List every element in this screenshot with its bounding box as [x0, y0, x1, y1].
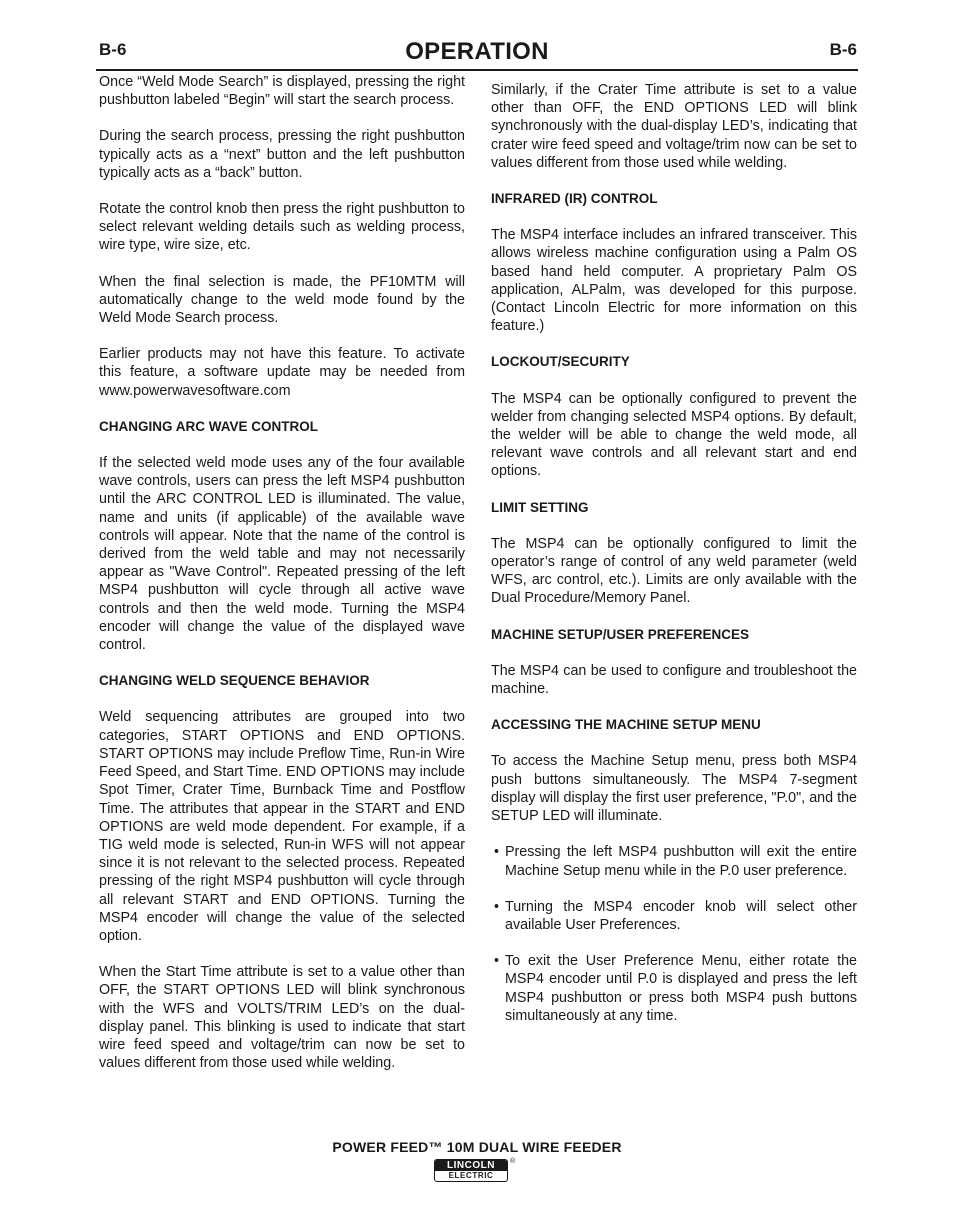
logo-top-text: LINCOLN [435, 1160, 507, 1171]
infrared-control-paragraph: The MSP4 interface includes an infrared transceiver. This allows wireless machine configuration using a Palm OS based hand held computer. A proprietary Palm OS application, ALPalm, was developed for this purpose. (Contact Lincoln Electric for more information on this feature.) [491, 227, 857, 335]
right-column [491, 81, 857, 1043]
machine-setup-paragraph: The MSP4 can be used to configure and troubleshoot the machine. [491, 662, 857, 698]
bullet-item-select-preferences [491, 898, 857, 934]
weld-sequence-heading: CHANGING WELD SEQUENCE BEHAVIOR [99, 673, 370, 689]
limit-setting-paragraph: The MSP4 can be optionally configured to limit the operator’s range of control of any weld parameter (weld WFS, arc control, etc.). Limits are only available with the Dual Procedure/Memory Panel. [491, 535, 857, 607]
bullet-icon: • [494, 844, 500, 861]
accessing-setup-menu-paragraph: To access the Machine Setup menu, press both MSP4 push buttons simultaneously. The MSP4 7-segment display will display the first user preference, "P.0", and the SETUP LED will illuminate. [491, 753, 857, 825]
software-update-paragraph: Earlier products may not have this feature. To activate this feature, a software update may be needed from www.powerwavesoftware.com [99, 346, 465, 399]
page-number-right: B-6 [829, 40, 857, 59]
lincoln-electric-logo [434, 1159, 508, 1182]
header-rule [96, 69, 858, 71]
bullet-text: Turning the MSP4 encoder knob will select other available User Preferences. [505, 898, 857, 933]
limit-setting-heading: LIMIT SETTING [491, 499, 589, 515]
lockout-security-paragraph: The MSP4 can be optionally configured to prevent the welder from changing selected MSP4 options. By default, the welder will be able to change the weld mode, all relevant wave controls and all relevant start and end options. [491, 390, 857, 480]
arc-wave-control-paragraph: If the selected weld mode uses any of the four available wave controls, users can press the left MSP4 pushbutton until the ARC CONTROL LED is illuminated. The value, name and units (if applicable) of the available wave controls will appear. Note that the name of the control is derived from the weld table and may not necessarily appear as "Wave Control". Repeated pressing of the left MSP4 pushbutton will cycle through all active wave controls and then the weld mode. Turning the MSP4 encoder will change the value of the displayed wave control. [99, 455, 465, 654]
setup-menu-bullet-list [491, 843, 857, 1025]
registered-mark: ® [510, 1158, 516, 1165]
bullet-item-exit-preference-menu [491, 952, 857, 1025]
bullet-text: To exit the User Preference Menu, either rotate the MSP4 encoder until P.0 is displayed and press the left MSP4 pushbutton or press both MSP4 push buttons simultaneously at any time. [505, 953, 857, 1024]
bullet-icon: • [494, 953, 500, 970]
bullet-text: Pressing the left MSP4 pushbutton will exit the entire Machine Setup menu while in the P.0 user preference. [505, 844, 857, 879]
footer-product-title: POWER FEED™ 10M DUAL WIRE FEEDER [332, 1139, 622, 1155]
bullet-item-exit-setup [491, 843, 857, 879]
search-process-paragraph: During the search process, pressing the right pushbutton typically acts as a “next” button and the left pushbutton typically acts as a “back” button. [99, 128, 465, 181]
arc-wave-control-heading: CHANGING ARC WAVE CONTROL [99, 418, 318, 434]
left-column [99, 73, 465, 1090]
logo-bottom-text: ELECTRIC [448, 1171, 494, 1180]
page-title: OPERATION [405, 38, 549, 65]
page-number-left: B-6 [99, 40, 127, 59]
final-selection-paragraph: When the final selection is made, the PF10MTM will automatically change to the weld mode found by the Weld Mode Search process. [99, 273, 465, 327]
machine-setup-heading: MACHINE SETUP/USER PREFERENCES [491, 626, 750, 642]
bullet-icon: • [494, 898, 500, 915]
weld-sequence-paragraph: Weld sequencing attributes are grouped into two categories, START OPTIONS and END OPTIONS. START OPTIONS may include Preflow Time, Run-in Wire Feed Speed, and Start Time. END OPTIONS may include Spot Timer, Crater Time, Burnback Time and Postflow Time. The attributes that appear in the START and END OPTIONS are weld mode dependent. For example, if a TIG weld mode is selected, Run-in WFS will not appear since it is not relevant to the selected process. Repeated pressing of the right MSP4 pushbutton will cycle through all relevant START and END OPTIONS. Turning the MSP4 encoder will change the value of the selected option. [99, 709, 465, 944]
weld-mode-search-paragraph: Once “Weld Mode Search” is displayed, pressing the right pushbutton labeled “Begin” will start the search process. [99, 74, 465, 109]
accessing-setup-menu-heading: ACCESSING THE MACHINE SETUP MENU [491, 717, 761, 733]
lockout-security-heading: LOCKOUT/SECURITY [491, 354, 630, 370]
start-time-paragraph: When the Start Time attribute is set to a value other than OFF, the START OPTIONS LED will blink synchronous with the WFS and VOLTS/TRIM LED’s on the dual-display panel. This blinking is used to indicate that start wire feed speed and voltage/trim can now be set to values different from those used while welding. [99, 964, 465, 1072]
infrared-control-heading: INFRARED (IR) CONTROL [491, 191, 658, 207]
control-knob-paragraph: Rotate the control knob then press the right pushbutton to select relevant welding details such as welding process, wire type, wire size, etc. [99, 201, 465, 254]
crater-time-paragraph: Similarly, if the Crater Time attribute is set to a value other than OFF, the END OPTIONS LED will blink synchronously with the dual-display LED’s, indicating that crater wire feed speed and voltage/trim now can be set to values different from those used while welding. [491, 82, 857, 171]
